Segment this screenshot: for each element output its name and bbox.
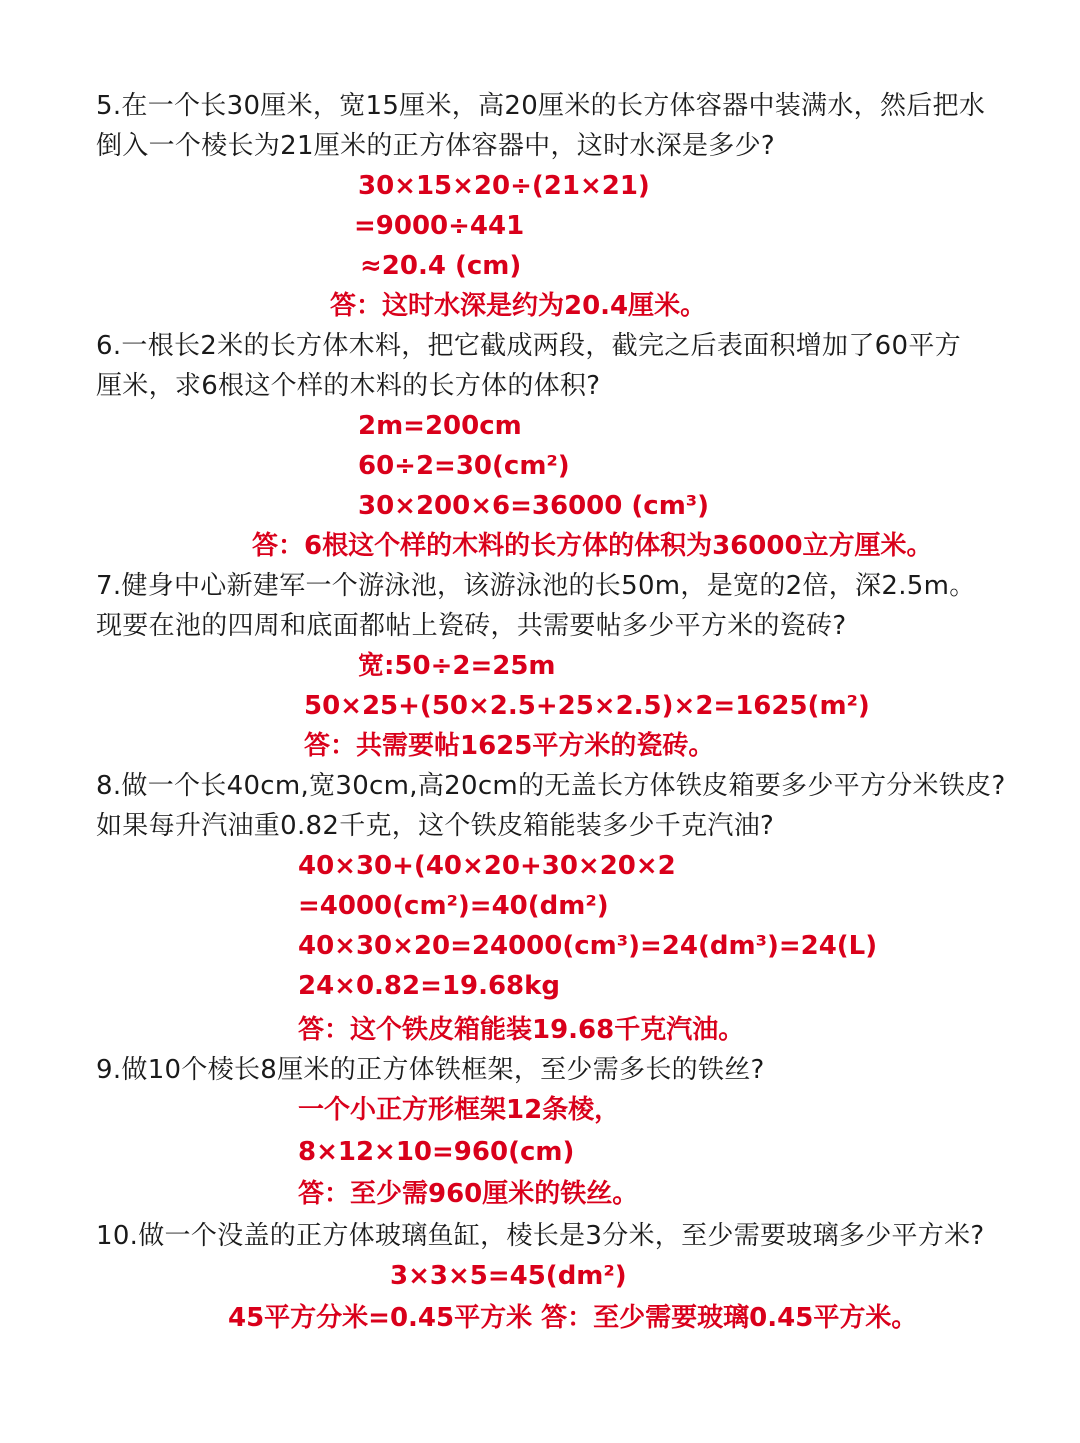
problem-10-solution-line-1: 3×3×5=45(dm²): [390, 1261, 627, 1291]
problem-8-solution-line-2: =4000(cm²)=40(dm²): [298, 891, 609, 921]
problem-10-question-line-1: 10.做一个没盖的正方体玻璃鱼缸，棱长是3分米，至少需要玻璃多少平方米?: [96, 1221, 985, 1251]
problem-7-question-line-1: 7.健身中心新建军一个游泳池，该游泳池的长50m，是宽的2倍，深2.5m。: [96, 571, 976, 601]
problem-9-solution-line-2: 8×12×10=960(cm): [298, 1137, 575, 1167]
problem-8-answer: 答：这个铁皮箱能装19.68千克汽油。: [298, 1015, 745, 1045]
problem-9-question-line-1: 9.做10个棱长8厘米的正方体铁框架，至少需多长的铁丝?: [96, 1055, 765, 1085]
problem-6-question-line-1: 6.一根长2米的长方体木料，把它截成两段，截完之后表面积增加了60平方: [96, 331, 961, 361]
problem-5-answer: 答：这时水深是约为20.4厘米。: [330, 291, 707, 321]
problem-7-solution-line-1: 宽:50÷2=25m: [358, 651, 556, 681]
problem-8-solution-line-3: 40×30×20=24000(cm³)=24(dm³)=24(L): [298, 931, 878, 961]
problem-9-answer: 答：至少需960厘米的铁丝。: [298, 1179, 639, 1209]
problem-5-solution-line-1: 30×15×20÷(21×21): [358, 171, 650, 201]
problem-7-solution-line-2: 50×25+(50×2.5+25×2.5)×2=1625(m²): [304, 691, 870, 721]
problem-8-solution-line-4: 24×0.82=19.68kg: [298, 971, 561, 1001]
problem-5-solution-line-3: ≈20.4 (cm): [360, 251, 522, 281]
problem-7-question-line-2: 现要在池的四周和底面都帖上瓷砖，共需要帖多少平方米的瓷砖?: [96, 611, 847, 641]
problem-10-answer: 45平方分米=0.45平方米 答：至少需要玻璃0.45平方米。: [228, 1303, 918, 1333]
problem-6-answer: 答：6根这个样的木料的长方体的体积为36000立方厘米。: [252, 531, 933, 561]
problem-6-question-line-2: 厘米，求6根这个样的木料的长方体的体积?: [96, 371, 601, 401]
problem-6-solution-line-1: 2m=200cm: [358, 411, 522, 441]
problem-6-solution-line-2: 60÷2=30(cm²): [358, 451, 570, 481]
problem-9-solution-line-1: 一个小正方形框架12条棱，: [298, 1095, 621, 1125]
problem-5-solution-line-2: =9000÷441: [354, 211, 525, 241]
problem-5-question-line-1: 5.在一个长30厘米，宽15厘米，高20厘米的长方体容器中装满水，然后把水: [96, 91, 986, 121]
problem-6-solution-line-3: 30×200×6=36000 (cm³): [358, 491, 710, 521]
problem-8-solution-line-1: 40×30+(40×20+30×20×2: [298, 851, 676, 881]
problem-5-question-line-2: 倒入一个棱长为21厘米的正方体容器中，这时水深是多少?: [96, 131, 775, 161]
problem-8-question-line-1: 8.做一个长40cm,宽30cm,高20cm的无盖长方体铁皮箱要多少平方分米铁皮?: [96, 771, 1006, 801]
problem-8-question-line-2: 如果每升汽油重0.82千克，这个铁皮箱能装多少千克汽油?: [96, 811, 775, 841]
problem-7-answer: 答：共需要帖1625平方米的瓷砖。: [304, 731, 715, 761]
